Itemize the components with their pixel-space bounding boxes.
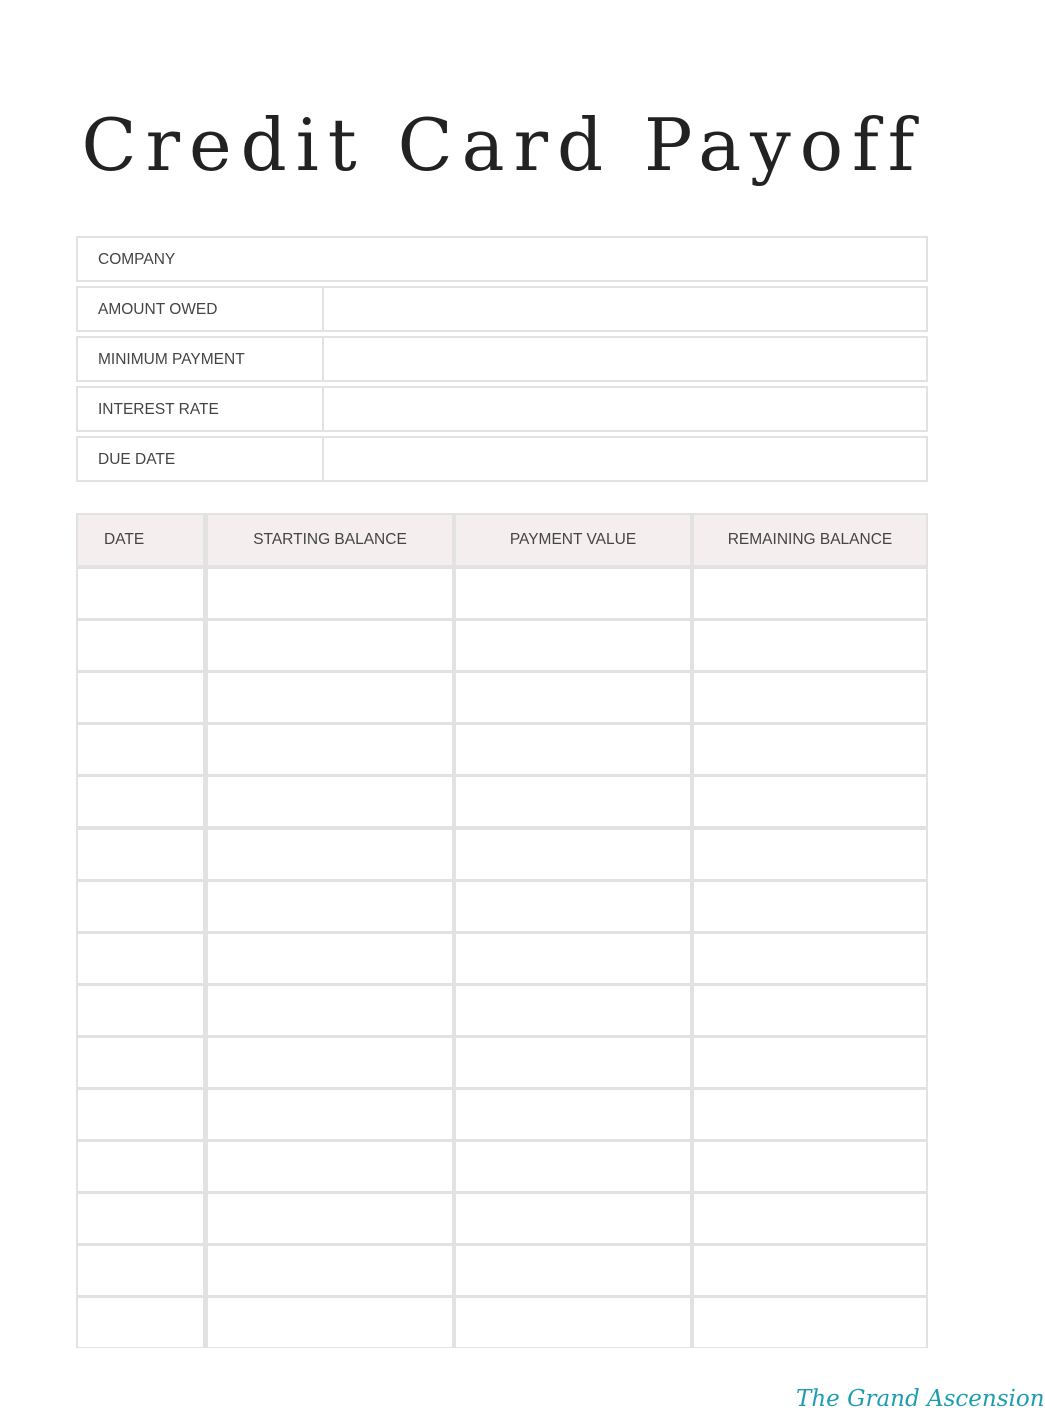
- column-divider: [322, 388, 324, 430]
- page-title: Credit Card Payoff: [81, 103, 924, 187]
- brand-logo: The Grand Ascension: [796, 1386, 1045, 1412]
- date-cell[interactable]: [78, 882, 203, 931]
- starting-balance-cell[interactable]: [208, 569, 452, 618]
- card-info-section: [76, 236, 928, 486]
- remaining-balance-cell[interactable]: [694, 830, 926, 879]
- payment-value-cell[interactable]: [456, 777, 690, 826]
- payment-value-cell[interactable]: [456, 1194, 690, 1243]
- remaining-balance-cell[interactable]: [694, 777, 926, 826]
- date-cell[interactable]: [78, 621, 203, 670]
- starting-balance-cell[interactable]: [208, 830, 452, 879]
- starting-balance-cell[interactable]: [208, 777, 452, 826]
- amount-owed-label: AMOUNT OWED: [98, 301, 218, 318]
- starting-balance-cell[interactable]: [208, 1298, 452, 1347]
- remaining-balance-cell[interactable]: [694, 621, 926, 670]
- header-remaining-balance: REMAINING BALANCE: [694, 515, 926, 565]
- date-cell[interactable]: [78, 777, 203, 826]
- date-cell[interactable]: [78, 1090, 203, 1139]
- column-divider: [322, 288, 324, 330]
- table-row: [78, 986, 926, 1035]
- payment-value-cell[interactable]: [456, 830, 690, 879]
- table-row: [78, 1194, 926, 1243]
- date-cell[interactable]: [78, 1038, 203, 1087]
- remaining-balance-cell[interactable]: [694, 1090, 926, 1139]
- amount-owed-row: [76, 286, 928, 332]
- header-date: DATE: [78, 515, 203, 565]
- payment-value-cell[interactable]: [456, 934, 690, 983]
- payment-value-cell[interactable]: [456, 1142, 690, 1191]
- payment-value-cell[interactable]: [456, 1090, 690, 1139]
- column-divider: [322, 338, 324, 380]
- table-row: [78, 1246, 926, 1295]
- starting-balance-cell[interactable]: [208, 621, 452, 670]
- company-label: COMPANY: [98, 251, 176, 268]
- starting-balance-cell[interactable]: [208, 1194, 452, 1243]
- payment-value-cell[interactable]: [456, 1298, 690, 1347]
- table-row: [78, 1038, 926, 1087]
- table-row: [78, 1298, 926, 1347]
- payment-value-cell[interactable]: [456, 673, 690, 722]
- date-cell[interactable]: [78, 1194, 203, 1243]
- payment-value-cell[interactable]: [456, 1038, 690, 1087]
- starting-balance-cell[interactable]: [208, 986, 452, 1035]
- remaining-balance-cell[interactable]: [694, 1246, 926, 1295]
- interest-rate-row: [76, 386, 928, 432]
- date-cell[interactable]: [78, 569, 203, 618]
- table-row: [78, 777, 926, 826]
- payment-value-cell[interactable]: [456, 1246, 690, 1295]
- minimum-payment-label: MINIMUM PAYMENT: [98, 351, 245, 368]
- header-starting-balance: STARTING BALANCE: [208, 515, 452, 565]
- starting-balance-cell[interactable]: [208, 934, 452, 983]
- header-payment-value: PAYMENT VALUE: [456, 515, 690, 565]
- date-cell[interactable]: [78, 830, 203, 879]
- payment-value-cell[interactable]: [456, 725, 690, 774]
- company-row: [76, 236, 928, 282]
- column-divider: [322, 438, 324, 480]
- payment-value-cell[interactable]: [456, 986, 690, 1035]
- payment-value-cell[interactable]: [456, 882, 690, 931]
- date-cell[interactable]: [78, 1246, 203, 1295]
- date-cell[interactable]: [78, 1142, 203, 1191]
- remaining-balance-cell[interactable]: [694, 1038, 926, 1087]
- remaining-balance-cell[interactable]: [694, 1194, 926, 1243]
- starting-balance-cell[interactable]: [208, 882, 452, 931]
- remaining-balance-cell[interactable]: [694, 986, 926, 1035]
- date-cell[interactable]: [78, 934, 203, 983]
- remaining-balance-cell[interactable]: [694, 569, 926, 618]
- remaining-balance-cell[interactable]: [694, 882, 926, 931]
- date-cell[interactable]: [78, 725, 203, 774]
- table-row: [78, 621, 926, 670]
- remaining-balance-cell[interactable]: [694, 1142, 926, 1191]
- starting-balance-cell[interactable]: [208, 1038, 452, 1087]
- due-date-label: DUE DATE: [98, 451, 176, 468]
- starting-balance-cell[interactable]: [208, 725, 452, 774]
- payment-value-cell[interactable]: [456, 569, 690, 618]
- starting-balance-cell[interactable]: [208, 673, 452, 722]
- table-row: [78, 1142, 926, 1191]
- date-cell[interactable]: [78, 986, 203, 1035]
- table-row: [78, 934, 926, 983]
- minimum-payment-row: [76, 336, 928, 382]
- remaining-balance-cell[interactable]: [694, 725, 926, 774]
- remaining-balance-cell[interactable]: [694, 934, 926, 983]
- interest-rate-label: INTEREST RATE: [98, 401, 219, 418]
- remaining-balance-cell[interactable]: [694, 673, 926, 722]
- payment-value-cell[interactable]: [456, 621, 690, 670]
- starting-balance-cell[interactable]: [208, 1142, 452, 1191]
- table-row: [78, 1090, 926, 1139]
- date-cell[interactable]: [78, 1298, 203, 1347]
- starting-balance-cell[interactable]: [208, 1246, 452, 1295]
- date-cell[interactable]: [78, 673, 203, 722]
- table-row: [78, 882, 926, 931]
- starting-balance-cell[interactable]: [208, 1090, 452, 1139]
- table-row: [78, 673, 926, 722]
- table-row: [78, 725, 926, 774]
- table-header: [78, 515, 926, 565]
- table-row: [78, 569, 926, 618]
- remaining-balance-cell[interactable]: [694, 1298, 926, 1347]
- payment-log-table: [76, 513, 928, 1348]
- table-row: [78, 830, 926, 879]
- due-date-row: [76, 436, 928, 482]
